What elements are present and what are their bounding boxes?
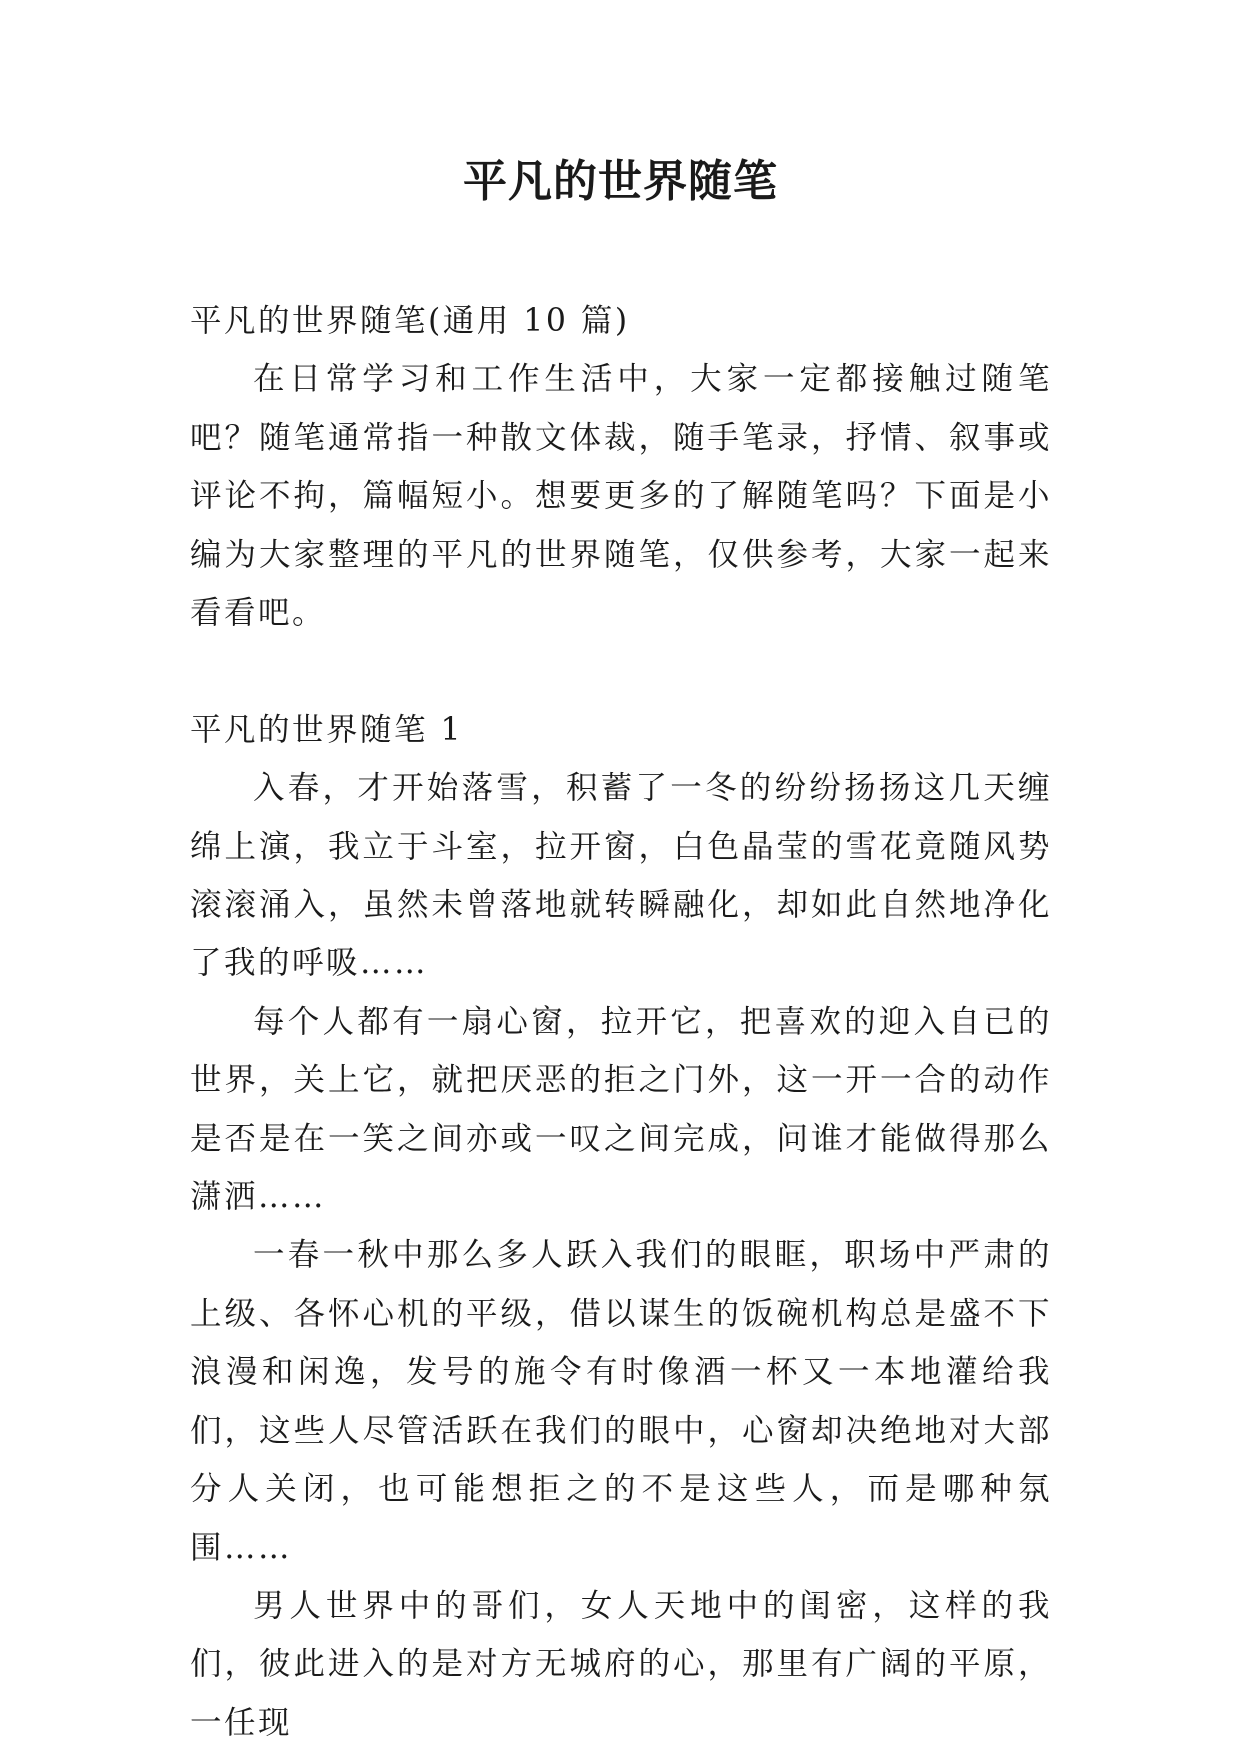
body-paragraph-3: 一春一秋中那么多人跃入我们的眼眶，职场中严肃的上级、各怀心机的平级，借以谋生的饭碗机构总是盛不下浪漫和闲逸，发号的施令有时像酒一杯又一本地灌给我们，这些人尽管活跃在我们的眼中，心窗却决绝地对大部分人关闭，也可能想拒之的不是这些人，而是哪种氛围…… <box>190 1237 1052 1566</box>
page-title: 平凡的世界随笔 <box>463 156 778 207</box>
document-subtitle: 平凡的世界随笔(通用 10 篇) <box>190 303 630 339</box>
document-body <box>190 292 1052 1752</box>
intro-paragraph: 在日常学习和工作生活中，大家一定都接触过随笔吧？随笔通常指一种散文体裁，随手笔录，抒情、叙事或评论不拘，篇幅短小。想要更多的了解随笔吗？下面是小编为大家整理的平凡的世界随笔，仅供参考，大家一起来看看吧。 <box>190 361 1052 632</box>
body-paragraph-4: 男人世界中的哥们，女人天地中的闺密，这样的我们，彼此进入的是对方无城府的心，那里有广阔的平原，一任现 <box>190 1587 1052 1741</box>
section-heading: 平凡的世界随笔 1 <box>190 711 464 748</box>
body-paragraph-2: 每个人都有一扇心窗，拉开它，把喜欢的迎入自已的世界，关上它，就把厌恶的拒之门外，这一开一合的动作是否是在一笑之间亦或一叹之间完成，问谁才能做得那么潇洒…… <box>190 1003 1052 1216</box>
body-paragraph-1: 入春，才开始落雪，积蓄了一冬的纷纷扬扬这几天缠绵上演，我立于斗室，拉开窗，白色晶莹的雪花竟随风势滚滚涌入，虽然未曾落地就转瞬融化，却如此自然地净化了我的呼吸…… <box>190 770 1052 982</box>
